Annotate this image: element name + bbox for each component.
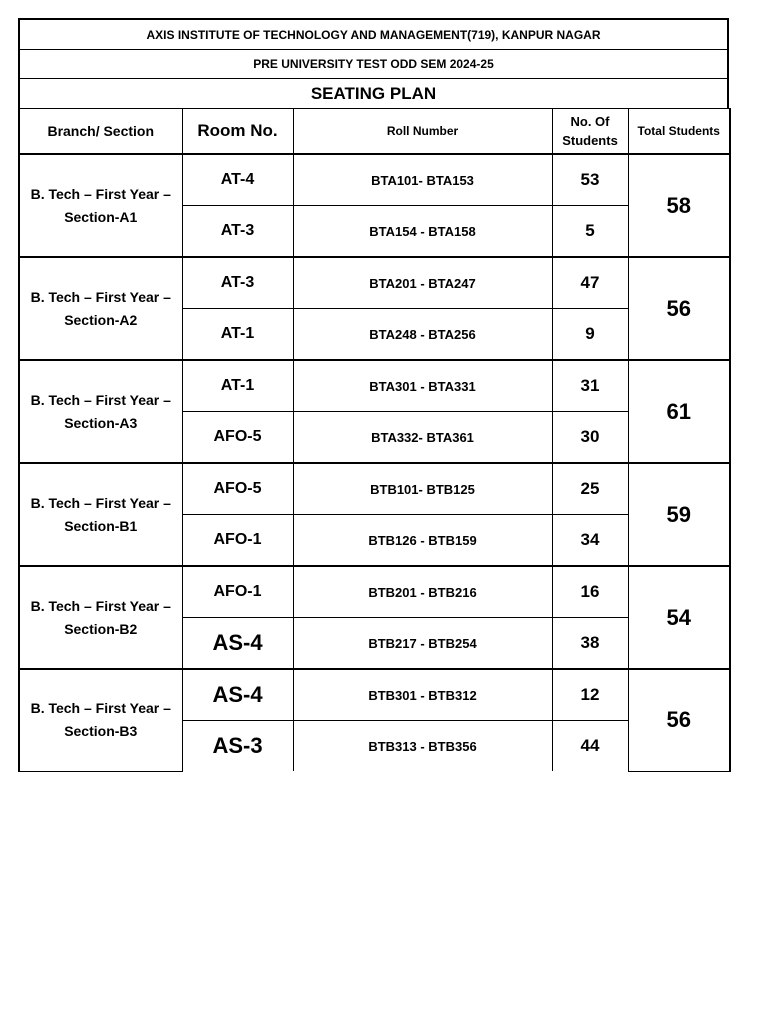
column-header-roll-number: Roll Number bbox=[293, 109, 552, 155]
student-count-cell: 12 bbox=[552, 669, 628, 721]
total-students-cell: 58 bbox=[628, 154, 730, 257]
roll-number-cell: BTB301 - BTB312 bbox=[293, 669, 552, 721]
room-number-cell: AFO-5 bbox=[182, 412, 293, 464]
column-header-branch: Branch/ Section bbox=[19, 109, 182, 155]
branch-section-cell: B. Tech – First Year – Section-B2 bbox=[19, 566, 182, 669]
roll-number-cell: BTA101- BTA153 bbox=[293, 154, 552, 206]
column-header-total-students: Total Students bbox=[628, 109, 730, 155]
table-row bbox=[19, 669, 730, 721]
student-count-cell: 47 bbox=[552, 257, 628, 309]
student-count-cell: 5 bbox=[552, 206, 628, 258]
room-number-cell: AS-4 bbox=[182, 618, 293, 670]
total-students-cell: 54 bbox=[628, 566, 730, 669]
branch-section-cell: B. Tech – First Year – Section-A2 bbox=[19, 257, 182, 360]
roll-number-cell: BTB126 - BTB159 bbox=[293, 515, 552, 567]
column-header-no-of-students: No. Of Students bbox=[552, 109, 628, 155]
table-row bbox=[19, 257, 730, 309]
room-number-cell: AS-4 bbox=[182, 669, 293, 721]
student-count-cell: 9 bbox=[552, 309, 628, 361]
student-count-cell: 44 bbox=[552, 721, 628, 772]
room-number-cell: AT-1 bbox=[182, 309, 293, 361]
roll-number-cell: BTA248 - BTA256 bbox=[293, 309, 552, 361]
roll-number-cell: BTB313 - BTB356 bbox=[293, 721, 552, 772]
table-row bbox=[19, 566, 730, 618]
room-number-cell: AFO-1 bbox=[182, 515, 293, 567]
roll-number-cell: BTA201 - BTA247 bbox=[293, 257, 552, 309]
total-students-cell: 59 bbox=[628, 463, 730, 566]
room-number-cell: AT-3 bbox=[182, 206, 293, 258]
roll-number-cell: BTA332- BTA361 bbox=[293, 412, 552, 464]
column-header-row bbox=[19, 109, 730, 155]
total-students-cell: 61 bbox=[628, 360, 730, 463]
branch-section-cell: B. Tech – First Year – Section-B1 bbox=[19, 463, 182, 566]
student-count-cell: 30 bbox=[552, 412, 628, 464]
institute-name: AXIS INSTITUTE OF TECHNOLOGY AND MANAGEMENT(719), KANPUR NAGAR bbox=[18, 18, 729, 49]
total-students-cell: 56 bbox=[628, 257, 730, 360]
student-count-cell: 31 bbox=[552, 360, 628, 412]
page-title: SEATING PLAN bbox=[18, 78, 729, 108]
seating-plan-sheet bbox=[18, 18, 729, 772]
room-number-cell: AT-4 bbox=[182, 154, 293, 206]
room-number-cell: AFO-1 bbox=[182, 566, 293, 618]
room-number-cell: AT-1 bbox=[182, 360, 293, 412]
table-row bbox=[19, 463, 730, 515]
room-number-cell: AS-3 bbox=[182, 721, 293, 772]
exam-name: PRE UNIVERSITY TEST ODD SEM 2024-25 bbox=[18, 49, 729, 78]
room-number-cell: AT-3 bbox=[182, 257, 293, 309]
roll-number-cell: BTB217 - BTB254 bbox=[293, 618, 552, 670]
roll-number-cell: BTB201 - BTB216 bbox=[293, 566, 552, 618]
table-row bbox=[19, 360, 730, 412]
table-row bbox=[19, 154, 730, 206]
total-students-cell: 56 bbox=[628, 669, 730, 771]
branch-section-cell: B. Tech – First Year – Section-A1 bbox=[19, 154, 182, 257]
column-header-room: Room No. bbox=[182, 109, 293, 155]
room-number-cell: AFO-5 bbox=[182, 463, 293, 515]
branch-section-cell: B. Tech – First Year – Section-B3 bbox=[19, 669, 182, 771]
student-count-cell: 34 bbox=[552, 515, 628, 567]
roll-number-cell: BTA301 - BTA331 bbox=[293, 360, 552, 412]
student-count-cell: 53 bbox=[552, 154, 628, 206]
roll-number-cell: BTB101- BTB125 bbox=[293, 463, 552, 515]
student-count-cell: 16 bbox=[552, 566, 628, 618]
student-count-cell: 38 bbox=[552, 618, 628, 670]
seating-table bbox=[18, 108, 731, 772]
roll-number-cell: BTA154 - BTA158 bbox=[293, 206, 552, 258]
branch-section-cell: B. Tech – First Year – Section-A3 bbox=[19, 360, 182, 463]
student-count-cell: 25 bbox=[552, 463, 628, 515]
